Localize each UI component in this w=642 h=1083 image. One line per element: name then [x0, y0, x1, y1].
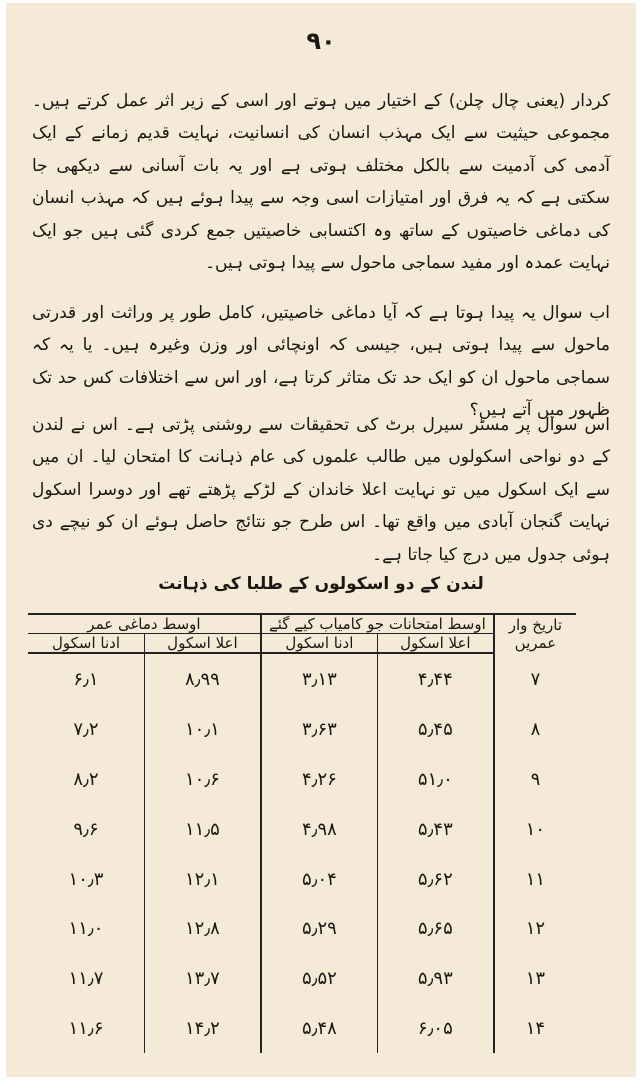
table-row — [28, 904, 576, 954]
table-row — [28, 653, 576, 705]
age-cell: ۱۰ — [494, 804, 576, 854]
exams-high-cell: ۵٫۶۲ — [377, 854, 493, 904]
mental-low-cell: ۱۰٫۳ — [68, 868, 104, 890]
exams-low-cell: ۳٫۶۳ — [261, 705, 377, 755]
exams-low-cell: ۴٫۹۸ — [261, 804, 377, 854]
paragraph-1: کردار (یعنی چال چلن) کے اختیار میں ہوتے اور اسی کے زیر اثر عمل کرتے ہیں۔ مجموعی حیثیت سے ایک مہذب انسان کی انسانیت، نہایت قدیم زمانے کے ایک آدمی کی آدمیت سے بالکل مختلف ہوتی ہے اور یہ بات آسانی سے دیکھی جا سکتی ہے کہ یہ فرق اور امتیازات اسی وجہ سے پیدا ہوئے ہیں کہ مہذب انسان کی دماغی خاصیتوں کے ساتھ وہ اکتسابی خاصیتیں جمع کردی گئی ہیں جو ایک نہایت عمدہ اور مفید سماجی ماحول سے پیدا ہوتی ہیں۔ — [32, 91, 610, 274]
age-cell: ۷ — [494, 653, 576, 705]
age-cell: ۱۱ — [494, 854, 576, 904]
mental-high-cell: ۱۲٫۸ — [144, 904, 260, 954]
mental-low-cell: ۸٫۲ — [73, 769, 99, 791]
exams-low-cell: ۵٫۴۸ — [261, 1003, 377, 1053]
age-cell: ۹ — [494, 755, 576, 805]
mental-high-cell: ۱۰٫۱ — [144, 705, 260, 755]
age-header: تاریخ وار عمریں — [494, 614, 576, 653]
book-page — [6, 3, 636, 1077]
exams-group-header: اوسط امتحانات جو کامیاب کیے گئے — [261, 614, 494, 634]
exams-high-cell: ۵۱٫۰ — [377, 755, 493, 805]
mental-low-cell: ۱۱٫۶ — [68, 1017, 104, 1039]
paragraph-2: اب سوال یہ پیدا ہوتا ہے کہ آیا دماغی خاصیتیں، کامل طور پر وراثت اور قدرتی ماحول سے پیدا ہوتی ہیں، جیسی کہ اونچائی اور وزن وغیرہ ہیں۔ یا یہ کہ سماجی ماحول ان کو ایک حد تک متاثر کرتا ہے، اور اس سے اختلافات کس حد تک ظہور میں آتے ہیں؟ — [32, 303, 610, 421]
age-cell: ۱۲ — [494, 904, 576, 954]
mental-low-cell: ۱۱٫۰ — [68, 918, 104, 940]
mental-age-group-header: اوسط دماغی عمر — [28, 614, 261, 634]
age-cell: ۱۴ — [494, 1003, 576, 1053]
exams-low-cell: ۵٫۵۲ — [261, 954, 377, 1004]
table-caption: لندن کے دو اسکولوں کے طلبا کی ذہانت — [158, 574, 484, 594]
exams-low-cell: ۵٫۲۹ — [261, 904, 377, 954]
mental-high-school-header: اعلا اسکول — [144, 634, 260, 654]
intelligence-table — [28, 613, 576, 1053]
exams-high-cell: ۵٫۶۵ — [377, 904, 493, 954]
exams-low-school-header: ادنا اسکول — [261, 634, 377, 654]
page-number: ۹۰ — [306, 27, 336, 55]
exams-high-cell: ۴٫۴۴ — [377, 653, 493, 705]
paragraph-3: اس سوال پر مسٹر سیرل برٹ کی تحقیقات سے روشنی پڑتی ہے۔ اس نے لندن کے دو نواحی اسکولوں میں طالب علموں کی عام ذہانت کا امتحان لیا۔ ان میں سے ایک اسکول میں تو نہایت اعلا خاندان کے لڑکے پڑھتے تھے اور دوسرا اسکول نہایت گنجان آبادی میں واقع تھا۔ اس طرح جو نتائج حاصل ہوئے ان کو نیچے دی ہوئی جدول میں درج کیا جاتا ہے۔ — [32, 415, 610, 565]
mental-low-cell: ۶٫۱ — [73, 669, 99, 691]
mental-low-cell: ۷٫۲ — [73, 719, 99, 741]
mental-high-cell: ۱۳٫۷ — [144, 954, 260, 1004]
age-cell: ۸ — [494, 705, 576, 755]
mental-high-cell: ۱۰٫۶ — [144, 755, 260, 805]
table-row — [28, 705, 576, 755]
mental-low-school-header: ادنا اسکول — [28, 634, 144, 654]
exams-high-cell: ۵٫۹۳ — [377, 954, 493, 1004]
mental-low-cell: ۱۱٫۷ — [68, 967, 104, 989]
mental-low-cell: ۹٫۶ — [73, 818, 99, 840]
mental-high-cell: ۱۱٫۵ — [144, 804, 260, 854]
exams-low-cell: ۵٫۰۴ — [261, 854, 377, 904]
exams-high-cell: ۶٫۰۵ — [377, 1003, 493, 1053]
exams-high-cell: ۵٫۴۳ — [377, 804, 493, 854]
table-row — [28, 804, 576, 854]
exams-low-cell: ۴٫۲۶ — [261, 755, 377, 805]
age-cell: ۱۳ — [494, 954, 576, 1004]
exams-low-cell: ۳٫۱۳ — [261, 653, 377, 705]
table-row — [28, 755, 576, 805]
exams-high-school-header: اعلا اسکول — [377, 634, 493, 654]
mental-high-cell: ۱۲٫۱ — [144, 854, 260, 904]
mental-high-cell: ۸٫۹۹ — [144, 653, 260, 705]
table-row — [28, 1003, 576, 1053]
table-row — [28, 854, 576, 904]
exams-high-cell: ۵٫۴۵ — [377, 705, 493, 755]
table-row — [28, 954, 576, 1004]
mental-high-cell: ۱۴٫۲ — [144, 1003, 260, 1053]
